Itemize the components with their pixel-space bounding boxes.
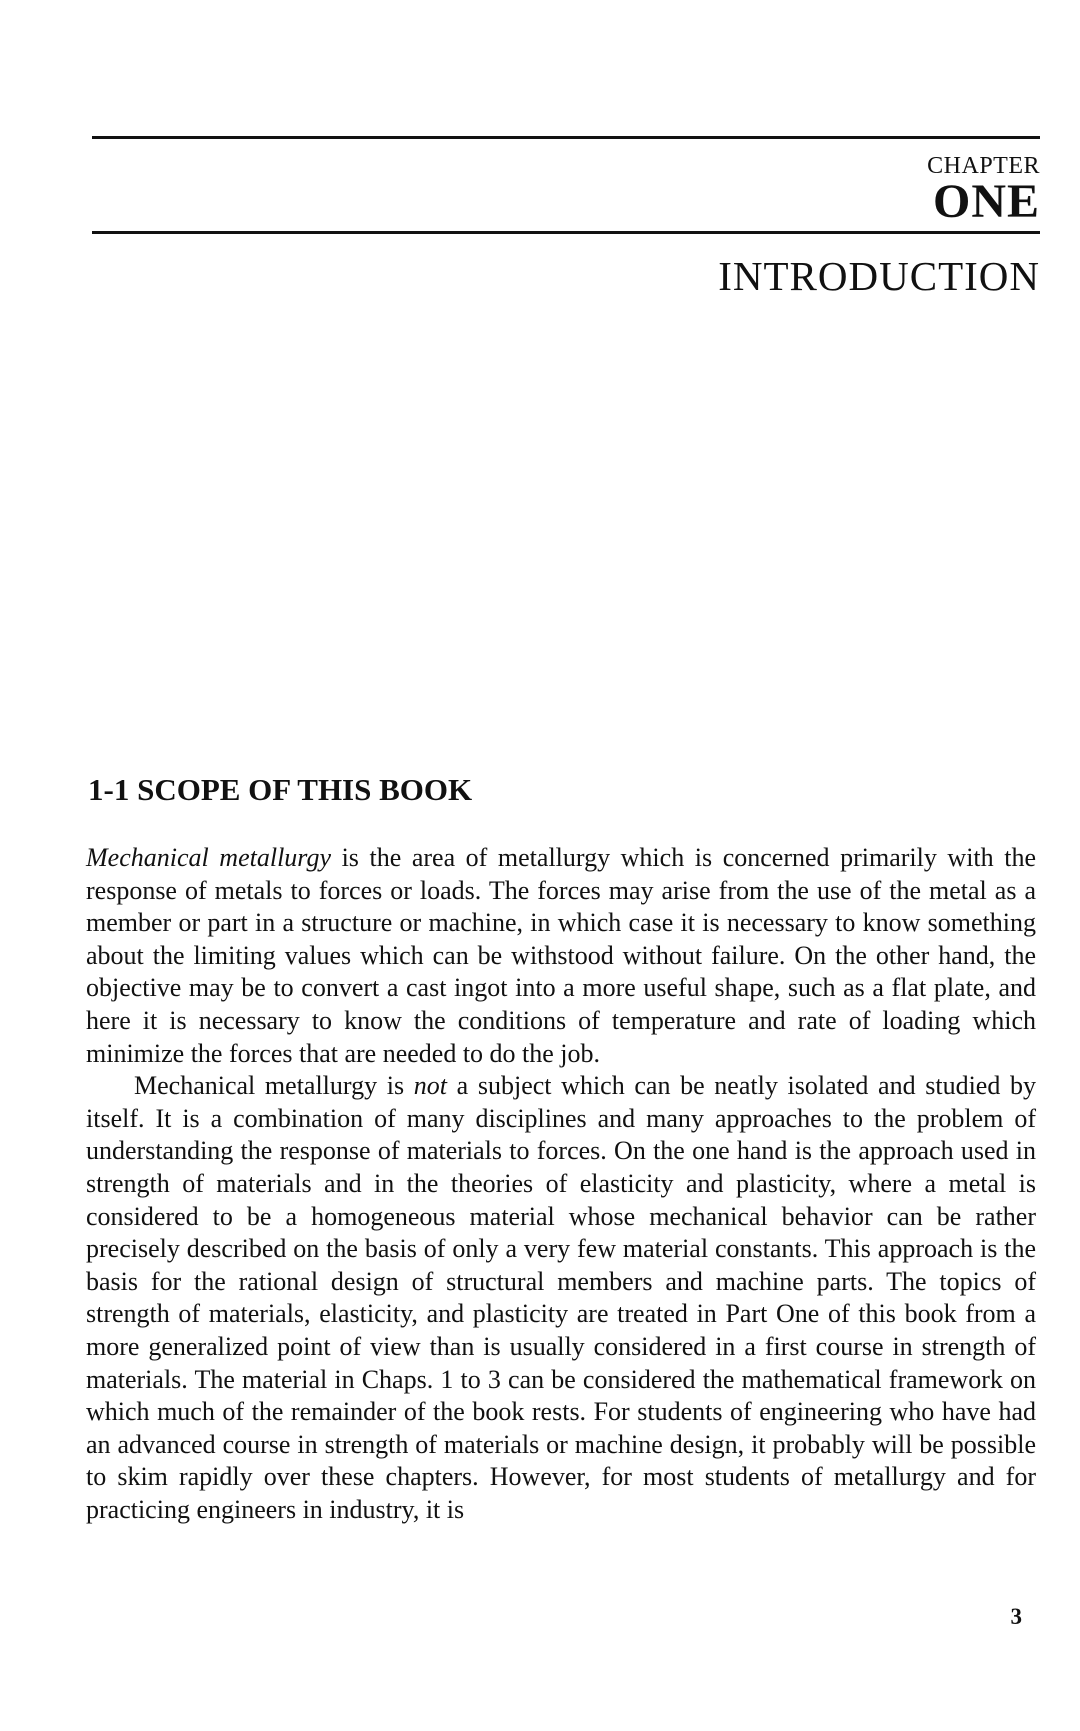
chapter-bottom-rule xyxy=(92,231,1040,234)
body-text xyxy=(86,842,1036,1526)
chapter-top-rule xyxy=(92,136,1040,139)
page-number: 3 xyxy=(1010,1604,1022,1629)
section-heading: 1-1 SCOPE OF THIS BOOK xyxy=(88,772,473,807)
emphasis-not: not xyxy=(413,1071,447,1101)
paragraph-1 xyxy=(86,842,1036,1070)
paragraph-2 xyxy=(86,1070,1036,1526)
paragraph-2-lead: Mechanical metallurgy is xyxy=(134,1071,414,1101)
paragraph-2-text: a subject which can be neatly isolated and studied by itself. It is a combination of many disciplines and many approaches to the problem of understanding the response of materials to forces. On the one hand is the approach used in strength of materials and in the theories of elasticity and plasticity, where a metal is considered to be a homogeneous material whose mechanical behavior can be rather precisely described on the basis of only a very few material constants. This approach is the basis for the rational design of structural members and machine parts. The topics of strength of materials, elasticity, and plasticity are treated in Part One of this book from a more generalized point of view than is usually considered in a first course in strength of materials. The material in Chaps. 1 to 3 can be considered the mathematical framework on which much of the remainder of the book rests. For students of engineering who have had an advanced course in strength of materials or machine design, it probably will be possible to skim rapidly over these chapters. However, for most students of metallurgy and for practicing engineers in industry, it is xyxy=(86,1071,1036,1524)
paragraph-1-text: is the area of metallurgy which is concerned primarily with the response of metals to forces or loads. The forces may arise from the use of the metal as a member or part in a structure or machine, in which case it is necessary to know something about the limiting values which can be withstood without failure. On the other hand, the objective may be to convert a cast ingot into a more useful shape, such as a flat plate, and here it is necessary to know the conditions of temperature and rate of loading which minimize the forces that are needed to do the job. xyxy=(86,843,1036,1068)
chapter-number: ONE xyxy=(932,175,1040,228)
chapter-label: CHAPTER xyxy=(927,153,1040,179)
chapter-title: INTRODUCTION xyxy=(718,253,1040,299)
term-mechanical-metallurgy: Mechanical metallurgy xyxy=(86,843,331,872)
